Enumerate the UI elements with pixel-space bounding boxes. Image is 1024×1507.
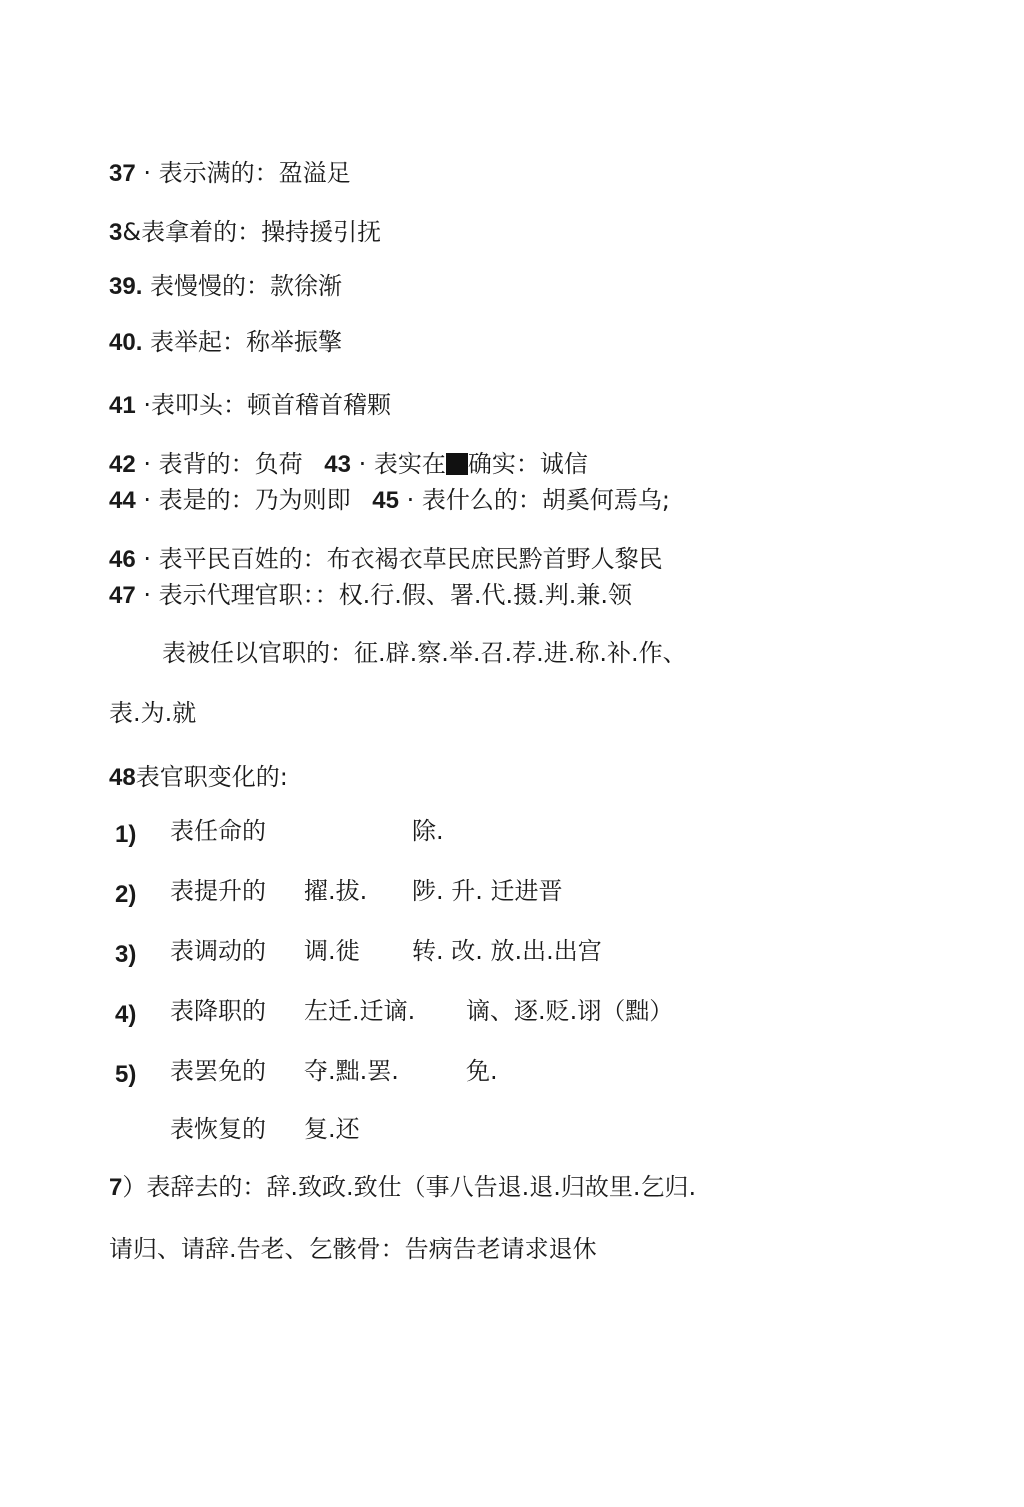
line-47: 47 · 表示代理官职：：权.行.假、署.代.摄.判.兼.领 (109, 581, 632, 609)
line-44-45: 44 · 表是的：乃为则即 45 · 表什么的：胡奚何焉乌; (109, 486, 670, 514)
line-48: 48表官职变化的: (109, 763, 288, 791)
line-7-cont: 请归、请辞.告老、乞骸骨：告病告老请求退休 (109, 1235, 597, 1263)
redaction-block (446, 453, 468, 475)
line-42-43: 42 · 表背的：负荷 43 · 表实在 确实：诚信 (109, 450, 588, 478)
line-7: 7）表辞去的：辞.致政.致仕（事八告退.退.归故里.乞归. (109, 1173, 697, 1201)
line-40: 40. 表举起：称举振擎 (109, 328, 343, 356)
line-37: 37 · 表示满的：盈溢足 (109, 159, 351, 187)
appoint-line-1: 表被任以官职的：征.辟.察.举.召.荐.进.称.补.作、 (162, 639, 687, 667)
line-41: 41 ·表叩头：顿首稽首稽颗 (109, 391, 391, 419)
line-46: 46 · 表平民百姓的：布衣褐衣草民庶民黔首野人黎民 (109, 545, 663, 573)
line-39: 39. 表慢慢的：款徐渐 (109, 272, 343, 300)
line-38: 3&表拿着的：操持援引抚 (109, 218, 382, 246)
appoint-line-2: 表.为.就 (109, 699, 197, 727)
